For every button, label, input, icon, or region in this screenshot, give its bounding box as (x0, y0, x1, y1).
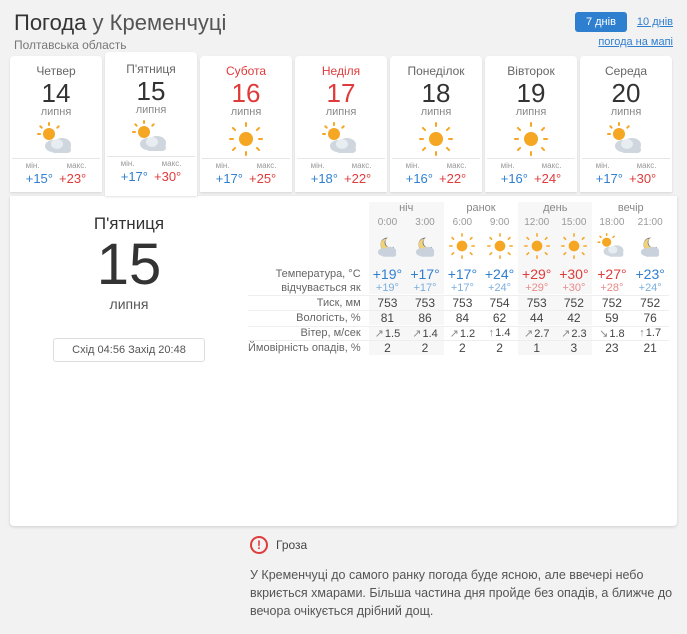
humidity-cell: 86 (406, 311, 444, 326)
day-card-month: липня (325, 106, 357, 118)
sun-icon (487, 121, 575, 157)
day-card-month: липня (230, 106, 262, 118)
sun-cloud-icon (12, 121, 100, 157)
day-card[interactable] (580, 56, 672, 192)
humidity-cell: 42 (555, 311, 592, 326)
day-card-min-label: мін. (595, 161, 610, 170)
day-card-tmax: +23° (59, 171, 87, 186)
day-card-tmin: +17° (215, 171, 243, 186)
feels-like-row-label: відчувається як (281, 282, 361, 294)
wind-speed-value: 1.4 (422, 327, 438, 340)
moon-cloud-icon (369, 231, 407, 266)
day-card-dow: Субота (225, 64, 267, 78)
part-of-day-label: ніч (369, 202, 444, 216)
day-card[interactable] (485, 56, 577, 192)
wind-direction-icon: ↑ (488, 327, 495, 339)
feels-like-row (248, 282, 669, 294)
wind-direction-icon: ↗ (449, 327, 459, 340)
pressure-cell: 754 (489, 295, 510, 310)
part-of-day-label: ранок (466, 202, 496, 214)
day-card-daynum: 15 (136, 76, 166, 106)
temperature-row (248, 266, 669, 282)
tab-10-days[interactable]: 10 днів (636, 16, 673, 28)
warning-text: Гроза (276, 538, 308, 552)
wind-speed-value: 1.7 (645, 327, 662, 339)
day-card-month: липня (610, 106, 642, 118)
precipitation-cell: 21 (643, 341, 657, 355)
day-card-daynum: 19 (516, 78, 546, 108)
day-card-month: липня (420, 106, 452, 118)
day-card-dow: П'ятниця (126, 62, 176, 76)
wind-speed-value: 1.5 (384, 327, 401, 340)
sunrise-sunset: Схід 04:56 Захід 20:48 (53, 338, 205, 362)
day-card-min-label: мін. (500, 161, 515, 170)
day-cards (0, 56, 687, 196)
day-card-month: липня (135, 104, 167, 116)
day-card-min-label: мін. (215, 161, 230, 170)
day-card-max-label: макс. (351, 161, 372, 170)
region-subtitle: Полтавська область (14, 38, 127, 52)
page-title-prefix: Погода (14, 10, 87, 35)
day-card[interactable] (105, 52, 197, 196)
warning-icon: ! (250, 536, 268, 554)
day-card-max-label: макс. (636, 161, 657, 170)
detail-month: липня (109, 296, 149, 312)
forecast-description: У Кременчуці до самого ранку погода буде ясною, але ввечері небо вкриється хмарами. Більша частина дня пройде без опадів, а ближче до вечора очікується дрібний дощ. (250, 568, 673, 618)
detail-panel (10, 196, 677, 526)
day-card[interactable] (10, 56, 102, 192)
wind-cell (555, 326, 592, 340)
day-card-max-label: макс. (161, 159, 182, 168)
temperature-cell: +17° (447, 266, 478, 282)
pressure-cell: 752 (601, 295, 622, 310)
day-card-min-label: мін. (405, 161, 420, 170)
precipitation-cell: 23 (605, 341, 619, 355)
feels-like-cell: +29° (518, 282, 555, 294)
wind-row (248, 326, 669, 340)
part-of-day-row (248, 202, 669, 216)
temperature-row-label: Температура, °C (275, 268, 361, 280)
feels-like-cell: +30° (555, 282, 592, 294)
day-card-dow: Понеділок (407, 64, 465, 78)
wind-cell (481, 326, 518, 340)
detail-day-summary (10, 196, 248, 526)
temperature-cell: +27° (597, 266, 627, 282)
humidity-cell: 81 (369, 311, 407, 326)
wind-direction-icon: ↗ (374, 327, 384, 340)
day-card-max-label: макс. (446, 161, 467, 170)
temperature-cell: +19° (369, 266, 407, 282)
humidity-cell: 59 (605, 311, 619, 325)
temperature-cell: +23° (635, 266, 665, 282)
hour-row (248, 216, 669, 231)
precipitation-cell: 2 (369, 341, 407, 356)
pressure-cell: 753 (406, 295, 444, 310)
precipitation-row (248, 341, 669, 356)
part-of-day-label: день (518, 202, 592, 216)
wind-speed-value: 2.3 (571, 327, 587, 340)
day-card-daynum: 20 (611, 78, 641, 108)
precipitation-row-label: Ймовірність опадів, % (248, 342, 361, 354)
day-card-dow: Вівторок (507, 64, 555, 78)
day-card-tmin: +18° (310, 171, 338, 186)
humidity-cell: 62 (492, 311, 507, 325)
pressure-cell: 753 (452, 295, 473, 310)
day-card[interactable] (295, 56, 387, 192)
pressure-row-label: Тиск, мм (316, 296, 361, 309)
feels-like-cell: +17° (406, 282, 444, 294)
page-title-city: у Кременчуці (92, 10, 227, 35)
sun-icon (392, 121, 480, 157)
wind-direction-icon: ↘ (599, 327, 609, 340)
pressure-cell: 753 (369, 295, 407, 310)
precipitation-cell: 2 (496, 341, 503, 355)
temperature-cell: +24° (484, 266, 515, 282)
hour-label: 18:00 (599, 217, 625, 228)
humidity-row (248, 311, 669, 326)
precipitation-cell: 2 (406, 341, 444, 356)
day-card-tmax: +25° (249, 171, 277, 186)
day-card-min-label: мін. (120, 159, 135, 168)
pressure-cell: 752 (555, 295, 592, 310)
moon-cloud-icon (631, 231, 669, 266)
day-card-tmax: +30° (154, 169, 182, 184)
wind-cell (369, 326, 407, 340)
sun-cloud-icon (297, 121, 385, 157)
hourly-table (248, 202, 669, 355)
day-card-dow: Четвер (36, 64, 76, 78)
day-card-month: липня (515, 106, 547, 118)
day-card-tmin: +17° (120, 169, 148, 184)
sun-icon (481, 231, 518, 266)
temperature-cell: +17° (406, 266, 444, 282)
day-card-min-label: мін. (25, 161, 40, 170)
hour-label: 21:00 (637, 217, 663, 228)
tab-7-days[interactable]: 7 днів (575, 12, 627, 32)
feels-like-cell: +24° (638, 282, 662, 294)
humidity-cell: 44 (518, 311, 555, 326)
detail-daynum: 15 (96, 232, 162, 297)
precipitation-cell: 1 (518, 341, 555, 356)
pressure-row (248, 295, 669, 310)
range-toggle (575, 12, 673, 32)
day-card-tmin: +15° (25, 171, 53, 186)
wind-cell (518, 326, 555, 340)
precipitation-cell: 3 (555, 341, 592, 356)
hour-icon-row (248, 231, 669, 266)
day-card-tmax: +30° (629, 171, 657, 186)
day-card-daynum: 16 (231, 78, 261, 108)
day-card[interactable] (390, 56, 482, 192)
wind-cell (592, 326, 631, 340)
moon-cloud-icon (406, 231, 444, 266)
feels-like-cell: +19° (369, 282, 407, 294)
wind-cell (444, 326, 481, 340)
wind-cell (631, 326, 669, 340)
sun-icon (518, 231, 555, 266)
wind-row-label: Вітер, м/сек (300, 327, 361, 339)
wind-direction-icon: ↗ (561, 327, 571, 340)
feels-like-cell: +24° (488, 282, 512, 294)
hour-label: 3:00 (406, 216, 444, 231)
precipitation-cell: 2 (459, 341, 466, 355)
day-card-tmin: +16° (500, 171, 528, 186)
wind-speed-value: 1.2 (459, 327, 476, 340)
day-card-daynum: 14 (41, 78, 71, 108)
sun-cloud-icon (582, 121, 670, 157)
hourly-table-wrap (248, 196, 677, 526)
day-card-tmax: +24° (534, 171, 562, 186)
hour-label: 12:00 (518, 216, 555, 231)
day-card-daynum: 17 (326, 78, 356, 108)
detail-dow: П'ятниця (93, 214, 165, 233)
pressure-cell: 752 (640, 295, 661, 310)
day-card-tmax: +22° (344, 171, 372, 186)
temperature-cell: +30° (555, 266, 592, 282)
hour-label: 15:00 (555, 216, 592, 231)
day-card-month: липня (40, 106, 72, 118)
sun-cloud-icon (107, 119, 195, 155)
day-card[interactable] (200, 56, 292, 192)
warning-row (0, 526, 687, 556)
temperature-cell: +29° (518, 266, 555, 282)
wind-speed-value: 2.7 (534, 327, 550, 340)
feels-like-cell: +17° (450, 282, 474, 294)
pressure-cell: 753 (518, 295, 555, 310)
wind-speed-value: 1.8 (609, 327, 625, 340)
sun-cloud-icon (592, 231, 631, 266)
hour-label: 9:00 (489, 217, 510, 228)
hour-label: 6:00 (452, 217, 473, 228)
day-card-tmax: +22° (439, 171, 467, 186)
day-card-max-label: макс. (541, 161, 562, 170)
wind-cell (406, 326, 444, 340)
day-card-min-label: мін. (310, 161, 325, 170)
day-card-tmin: +17° (595, 171, 623, 186)
sun-icon (202, 121, 290, 157)
sun-icon (444, 231, 481, 266)
day-card-daynum: 18 (421, 78, 451, 108)
weather-map-link[interactable]: погода на мапі (598, 36, 673, 48)
feels-like-cell: +28° (600, 282, 624, 294)
day-card-dow: Середа (604, 64, 648, 78)
humidity-cell: 76 (643, 311, 657, 325)
wind-direction-icon: ↗ (412, 327, 422, 340)
day-card-tmin: +16° (405, 171, 433, 186)
part-of-day-label: вечір (617, 202, 644, 214)
day-card-max-label: макс. (256, 161, 277, 170)
sun-icon (555, 231, 592, 266)
wind-direction-icon: ↗ (523, 327, 534, 340)
hour-label: 0:00 (369, 216, 407, 231)
wind-direction-icon: ↑ (639, 327, 645, 339)
wind-speed-value: 1.4 (495, 327, 511, 339)
day-card-dow: Неділя (321, 64, 361, 78)
humidity-row-label: Вологість, % (296, 312, 361, 324)
humidity-cell: 84 (455, 311, 470, 325)
day-card-max-label: макс. (66, 161, 87, 170)
